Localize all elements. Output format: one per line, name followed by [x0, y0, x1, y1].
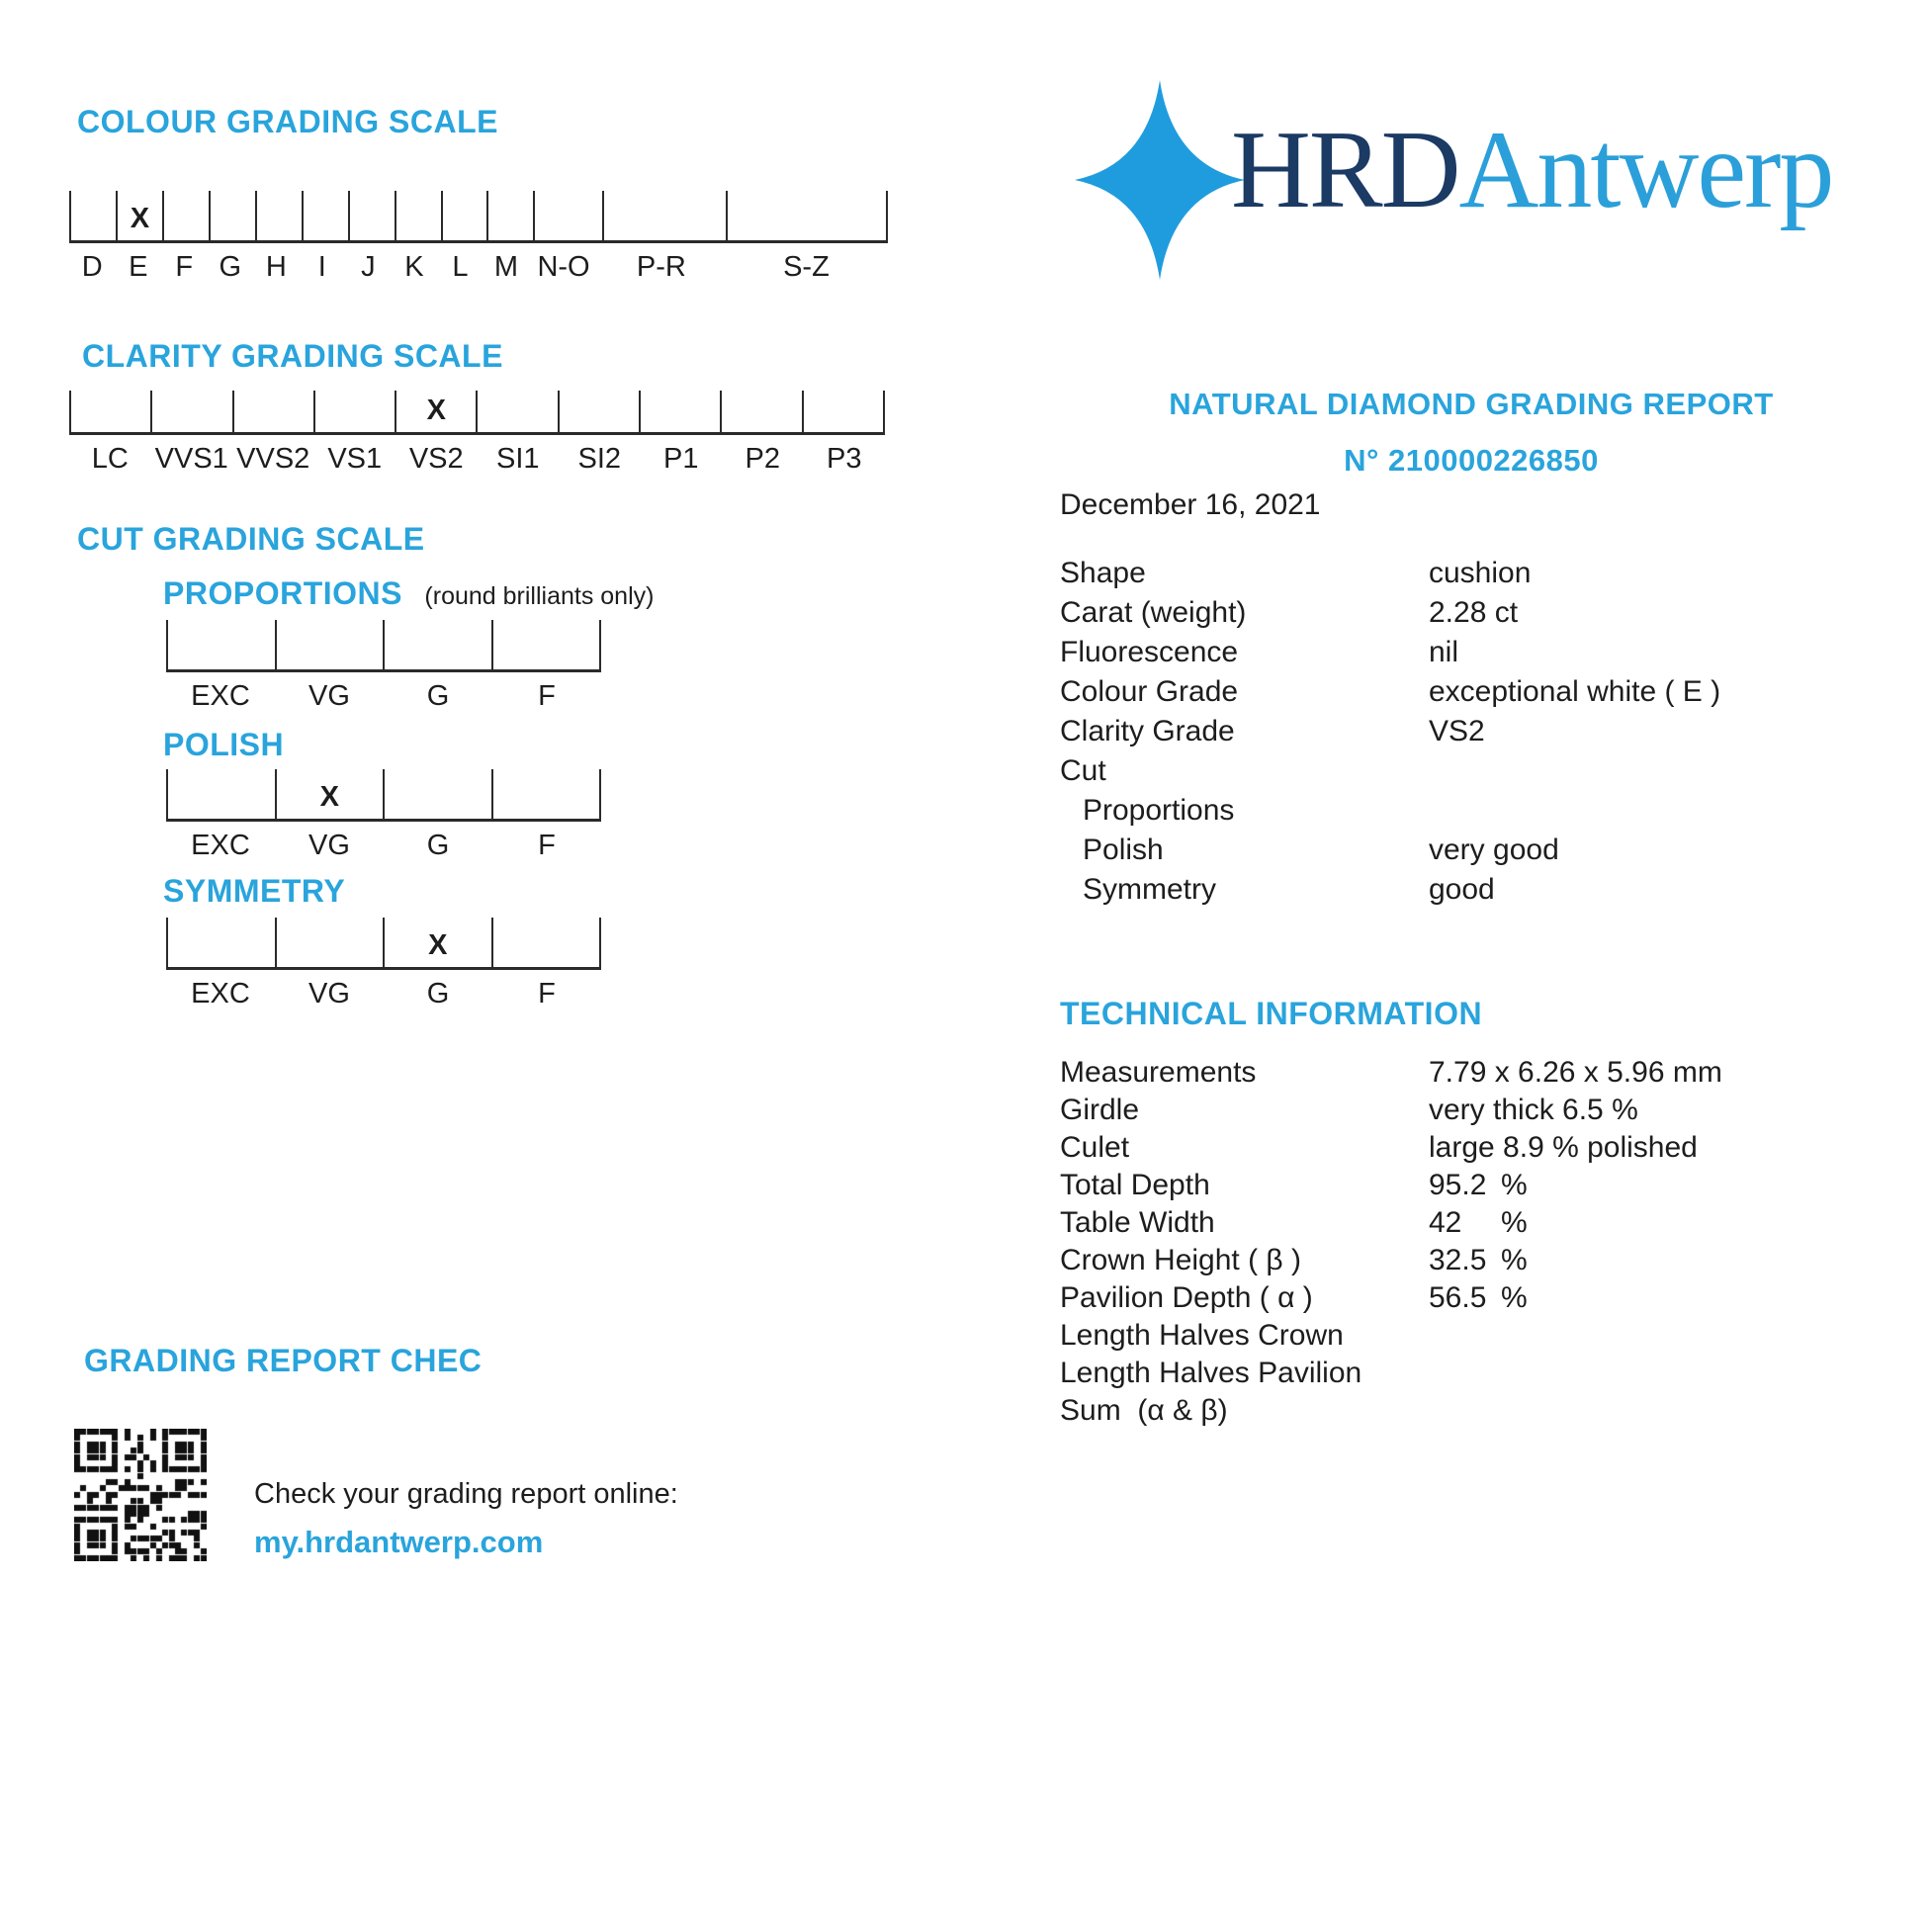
scale-cell-label: F — [538, 680, 556, 712]
technical-row — [1060, 1056, 1896, 1094]
scale-cell-label: VG — [308, 978, 350, 1009]
scale-cell-label: J — [361, 251, 376, 283]
report-title: NATURAL DIAMOND GRADING REPORT — [1169, 387, 1774, 421]
proportions-heading: PROPORTIONS — [163, 575, 402, 611]
scale-cell-label: F — [175, 251, 194, 283]
scale-cell-tick — [726, 191, 888, 240]
row-label: Clarity Grade — [1060, 715, 1235, 747]
scale-cell-label: SI2 — [577, 443, 622, 475]
row-label: Cut — [1060, 754, 1106, 787]
row-value: 95.2 — [1429, 1169, 1487, 1201]
technical-row — [1060, 1169, 1896, 1206]
scale-cell-tick — [486, 191, 533, 240]
scale-cell-label: VVS1 — [154, 443, 228, 475]
qr-code — [74, 1429, 207, 1561]
scale-cell-label: VVS2 — [236, 443, 310, 475]
scale-cell-tick — [395, 191, 441, 240]
row-label: Colour Grade — [1060, 675, 1239, 708]
row-label: Culet — [1060, 1131, 1130, 1164]
row-unit: % — [1501, 1169, 1528, 1201]
detail-row — [1060, 794, 1896, 834]
scale-cell-tick — [69, 191, 116, 240]
scale-cell-tick — [162, 191, 209, 240]
colour-grading-scale — [69, 191, 888, 284]
clarity-grading-scale — [69, 391, 885, 476]
scale-cell-label: G — [426, 978, 450, 1009]
scale-cell-tick — [802, 391, 885, 432]
technical-row — [1060, 1206, 1896, 1244]
symmetry-heading: SYMMETRY — [163, 873, 346, 909]
scale-cell-tick — [441, 191, 487, 240]
scale-cell-tick — [348, 191, 395, 240]
scale-cell-label: EXC — [191, 680, 250, 712]
scale-cell-label: M — [493, 251, 518, 283]
scale-cell-tick — [491, 620, 602, 669]
scale-cell-tick — [720, 391, 801, 432]
scale-cell-tick — [491, 918, 602, 967]
row-label: Polish — [1083, 834, 1164, 866]
polish-heading: POLISH — [163, 727, 285, 762]
scale-cell-tick — [232, 391, 313, 432]
detail-row — [1060, 834, 1896, 873]
scale-cell-tick — [639, 391, 720, 432]
technical-row — [1060, 1357, 1896, 1394]
row-value: 2.28 ct — [1429, 596, 1519, 629]
technical-row — [1060, 1244, 1896, 1281]
proportions-heading-row — [163, 575, 654, 612]
detail-row — [1060, 596, 1896, 636]
row-value: VS2 — [1429, 715, 1485, 747]
detail-row — [1060, 715, 1896, 754]
detail-row — [1060, 873, 1896, 913]
row-value: cushion — [1429, 557, 1532, 589]
scale-cell-tick — [602, 191, 727, 240]
scale-cell-label: VG — [308, 680, 350, 712]
row-value: large 8.9 % polished — [1429, 1131, 1698, 1164]
row-label: Length Halves Pavilion — [1060, 1357, 1362, 1389]
report-check-heading: GRADING REPORT CHEC — [84, 1343, 483, 1378]
scale-cell-tick — [383, 620, 491, 669]
scale-cell-label: P3 — [827, 443, 862, 475]
scale-cell-label: EXC — [191, 830, 250, 861]
row-value: 56.5 — [1429, 1281, 1487, 1314]
row-label: Pavilion Depth ( α ) — [1060, 1281, 1313, 1314]
row-unit: % — [1501, 1281, 1528, 1314]
row-label: Fluorescence — [1060, 636, 1239, 668]
clarity-scale-heading: CLARITY GRADING SCALE — [82, 338, 503, 374]
row-label: Length Halves Crown — [1060, 1319, 1344, 1352]
scale-cell-tick — [383, 769, 491, 819]
scale-cell-label: P2 — [745, 443, 780, 475]
scale-x-mark: X — [428, 929, 448, 961]
scale-cell-label: VS1 — [327, 443, 383, 475]
technical-info-table — [1060, 1056, 1896, 1432]
scale-cell-label: VG — [308, 830, 350, 861]
proportions-note: (round brilliants only) — [424, 582, 655, 610]
scale-cell-tick — [491, 769, 602, 819]
scale-x-mark: X — [426, 395, 446, 426]
technical-row — [1060, 1131, 1896, 1169]
scale-cell-label: D — [81, 251, 103, 283]
logo-antwerp-text: Antwerp — [1458, 109, 1833, 231]
colour-scale-heading: COLOUR GRADING SCALE — [77, 104, 498, 139]
row-label: Total Depth — [1060, 1169, 1210, 1201]
row-unit: % — [1501, 1244, 1528, 1276]
scale-cell-label: P1 — [663, 443, 699, 475]
row-label: Symmetry — [1083, 873, 1216, 906]
row-value: very good — [1429, 834, 1559, 866]
row-label: Sum (α & β) — [1060, 1394, 1228, 1427]
scale-cell-label: VS2 — [408, 443, 464, 475]
scale-cell-label: P-R — [636, 251, 686, 283]
scale-cell-tick — [533, 191, 601, 240]
polish-scale — [166, 769, 601, 862]
scale-cell-label: F — [538, 830, 556, 861]
report-number: N° 210000226850 — [1344, 443, 1599, 478]
scale-cell-label: F — [538, 978, 556, 1009]
technical-row — [1060, 1281, 1896, 1319]
scale-x-mark: X — [319, 781, 339, 813]
symmetry-scale — [166, 918, 601, 1010]
scale-cell-label: E — [129, 251, 148, 283]
row-label: Measurements — [1060, 1056, 1257, 1089]
row-label: Girdle — [1060, 1094, 1140, 1126]
row-label: Table Width — [1060, 1206, 1215, 1239]
scale-cell-label: SI1 — [495, 443, 540, 475]
scale-cell-tick — [313, 391, 395, 432]
detail-row — [1060, 754, 1896, 794]
report-date: December 16, 2021 — [1060, 488, 1321, 521]
technical-row — [1060, 1094, 1896, 1131]
row-value: 32.5 — [1429, 1244, 1487, 1276]
scale-cell-label: G — [219, 251, 242, 283]
technical-row — [1060, 1394, 1896, 1432]
technical-info-heading: TECHNICAL INFORMATION — [1060, 996, 1483, 1031]
scale-cell-tick — [275, 769, 384, 819]
technical-row — [1060, 1319, 1896, 1357]
scale-cell-label: G — [426, 830, 450, 861]
scale-cell-tick — [116, 191, 162, 240]
scale-cell-label: I — [317, 251, 326, 283]
scale-cell-label: L — [452, 251, 469, 283]
scale-cell-label: K — [404, 251, 424, 283]
row-label: Shape — [1060, 557, 1146, 589]
check-online-text: Check your grading report online: — [254, 1478, 678, 1510]
detail-row — [1060, 675, 1896, 715]
row-value: very thick 6.5 % — [1429, 1094, 1638, 1126]
row-label: Carat (weight) — [1060, 596, 1247, 629]
row-value: nil — [1429, 636, 1459, 668]
scale-cell-label: LC — [91, 443, 129, 475]
detail-row — [1060, 636, 1896, 675]
row-value: 7.79 x 6.26 x 5.96 mm — [1429, 1056, 1722, 1089]
scale-cell-tick — [275, 620, 384, 669]
scale-x-mark: X — [130, 203, 150, 234]
scale-cell-tick — [166, 620, 275, 669]
cut-scale-heading: CUT GRADING SCALE — [77, 521, 425, 557]
row-value: exceptional white ( E ) — [1429, 675, 1721, 708]
scale-cell-tick — [166, 769, 275, 819]
proportions-scale — [166, 620, 601, 713]
scale-cell-tick — [150, 391, 231, 432]
hrd-star-icon — [1071, 79, 1249, 281]
row-value: good — [1429, 873, 1495, 906]
hrd-antwerp-logo — [1231, 109, 1833, 231]
scale-cell-label: G — [426, 680, 450, 712]
scale-cell-label: N-O — [537, 251, 590, 283]
scale-cell-tick — [558, 391, 639, 432]
scale-cell-tick — [476, 391, 557, 432]
row-value: 42 — [1429, 1206, 1462, 1239]
scale-cell-label: S-Z — [783, 251, 830, 283]
detail-row — [1060, 557, 1896, 596]
row-unit: % — [1501, 1206, 1528, 1239]
scale-cell-tick — [302, 191, 348, 240]
scale-cell-tick — [69, 391, 150, 432]
scale-cell-tick — [395, 391, 476, 432]
check-url-link[interactable]: my.hrdantwerp.com — [254, 1525, 544, 1559]
scale-cell-tick — [209, 191, 255, 240]
scale-cell-tick — [383, 918, 491, 967]
report-details-table — [1060, 557, 1896, 913]
row-label: Crown Height ( β ) — [1060, 1244, 1301, 1276]
scale-cell-tick — [255, 191, 302, 240]
scale-cell-label: EXC — [191, 978, 250, 1009]
scale-cell-label: H — [265, 251, 287, 283]
scale-cell-tick — [275, 918, 384, 967]
row-label: Proportions — [1083, 794, 1235, 827]
scale-cell-tick — [166, 918, 275, 967]
logo-hrd-text: HRD — [1231, 109, 1459, 231]
